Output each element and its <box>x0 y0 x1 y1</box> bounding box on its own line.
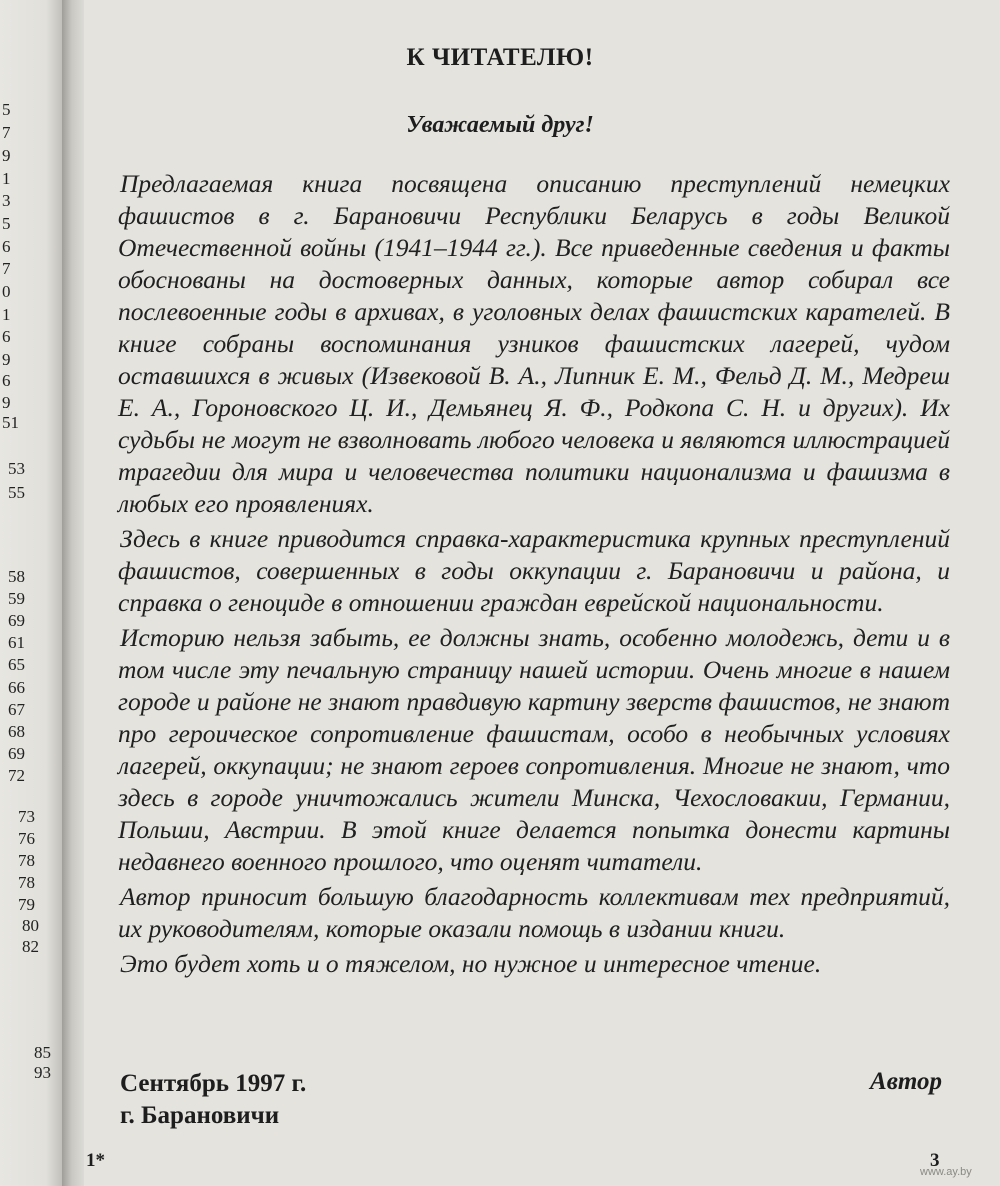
facing-number: 5 <box>2 100 11 119</box>
facing-number: 7 <box>2 123 11 142</box>
facing-number: 67 <box>8 700 25 719</box>
facing-number: 53 <box>8 459 25 478</box>
facing-number: 82 <box>22 937 39 956</box>
signature-mark: 1* <box>86 1150 105 1171</box>
date-place-block <box>120 1068 306 1132</box>
facing-number: 1 <box>2 169 11 188</box>
facing-number: 73 <box>18 807 35 826</box>
facing-page-numbers <box>0 0 66 1186</box>
facing-number: 9 <box>2 350 11 369</box>
facing-number: 65 <box>8 655 25 674</box>
facing-number: 6 <box>2 237 11 256</box>
facing-number: 51 <box>2 413 19 432</box>
facing-number: 6 <box>2 371 11 390</box>
facing-number: 59 <box>8 589 25 608</box>
facing-number: 9 <box>2 393 11 412</box>
paragraph: Предлагаемая книга посвящена описанию преступлений немецких фашистов в г. Барановичи Республики Беларусь в годы Великой Отечественной войны (1941–1944 гг.). Все приведенные сведения и факты обоснованы на достоверных данных, которые автор собирал все послевоенные годы в архивах, в уголовных делах фашистских карателей. В книге собраны воспоминания узников фашистских лагерей, чудом оставшихся в живых (Извековой В. А., Липник Е. М., Фельд Д. М., Медреш Е. А., Гороновского Ц. И., Демьянец Я. Ф., Родкопа С. Н. и других). Их судьбы не могут не взволновать любого человека и являются иллюстрацией трагедии для мира и человечества политики национализма и фашизма в любых его проявлениях. <box>118 169 950 518</box>
facing-number: 9 <box>2 146 11 165</box>
paragraph: Здесь в книге приводится справка-характеристика крупных преступлений фашистов, совершенных в годы оккупации г. Барановичи и района, и справка о геноциде в отношении граждан еврейской национальности. <box>118 524 950 617</box>
facing-number: 55 <box>8 483 25 502</box>
date-line: Сентябрь 1997 г. <box>120 1070 307 1097</box>
facing-number: 5 <box>2 214 11 233</box>
page-number: 3 <box>930 1150 940 1171</box>
body-text <box>118 168 950 983</box>
facing-number: 78 <box>18 851 35 870</box>
book-gutter <box>62 0 84 1186</box>
facing-number: 76 <box>18 829 35 848</box>
facing-number: 69 <box>8 744 25 763</box>
facing-number: 0 <box>2 282 11 301</box>
facing-number: 68 <box>8 722 25 741</box>
facing-number: 3 <box>2 191 11 210</box>
facing-number: 66 <box>8 678 25 697</box>
facing-number: 72 <box>8 766 25 785</box>
paragraph: Автор приносит большую благодарность коллективам тех предприятий, их руководителям, которые оказали помощь в издании книги. <box>118 882 950 943</box>
place-line: г. Барановичи <box>120 1102 280 1129</box>
page-title: К ЧИТАТЕЛЮ! <box>406 44 594 71</box>
author-label: Автор <box>870 1068 942 1095</box>
facing-number: 78 <box>18 873 35 892</box>
facing-number: 7 <box>2 259 11 278</box>
facing-number: 61 <box>8 633 25 652</box>
facing-number: 93 <box>34 1063 51 1082</box>
paragraph: Историю нельзя забыть, ее должны знать, особенно молодежь, дети и в том числе эту печальную страницу нашей истории. Очень многие в нашем городе и районе не знают правдивую картину зверств фашистов, не знают про героическое сопротивление фашистам, особо в необычных условиях лагерей, оккупации; не знают героев сопротивления. Многие не знают, что здесь в городе уничтожались жители Минска, Чехословакии, Германии, Польши, Австрии. В этой книге делается попытка донести картины недавнего военного прошлого, что оценят читатели. <box>118 623 950 876</box>
facing-number: 80 <box>22 916 39 935</box>
facing-number: 79 <box>18 895 35 914</box>
paragraph: Это будет хоть и о тяжелом, но нужное и интересное чтение. <box>120 949 822 978</box>
greeting: Уважаемый друг! <box>406 112 594 138</box>
facing-number: 6 <box>2 327 11 346</box>
watermark: www.ay.by <box>920 1166 972 1178</box>
facing-number: 58 <box>8 567 25 586</box>
facing-number: 69 <box>8 611 25 630</box>
facing-number: 85 <box>34 1043 51 1062</box>
facing-number: 1 <box>2 305 11 324</box>
